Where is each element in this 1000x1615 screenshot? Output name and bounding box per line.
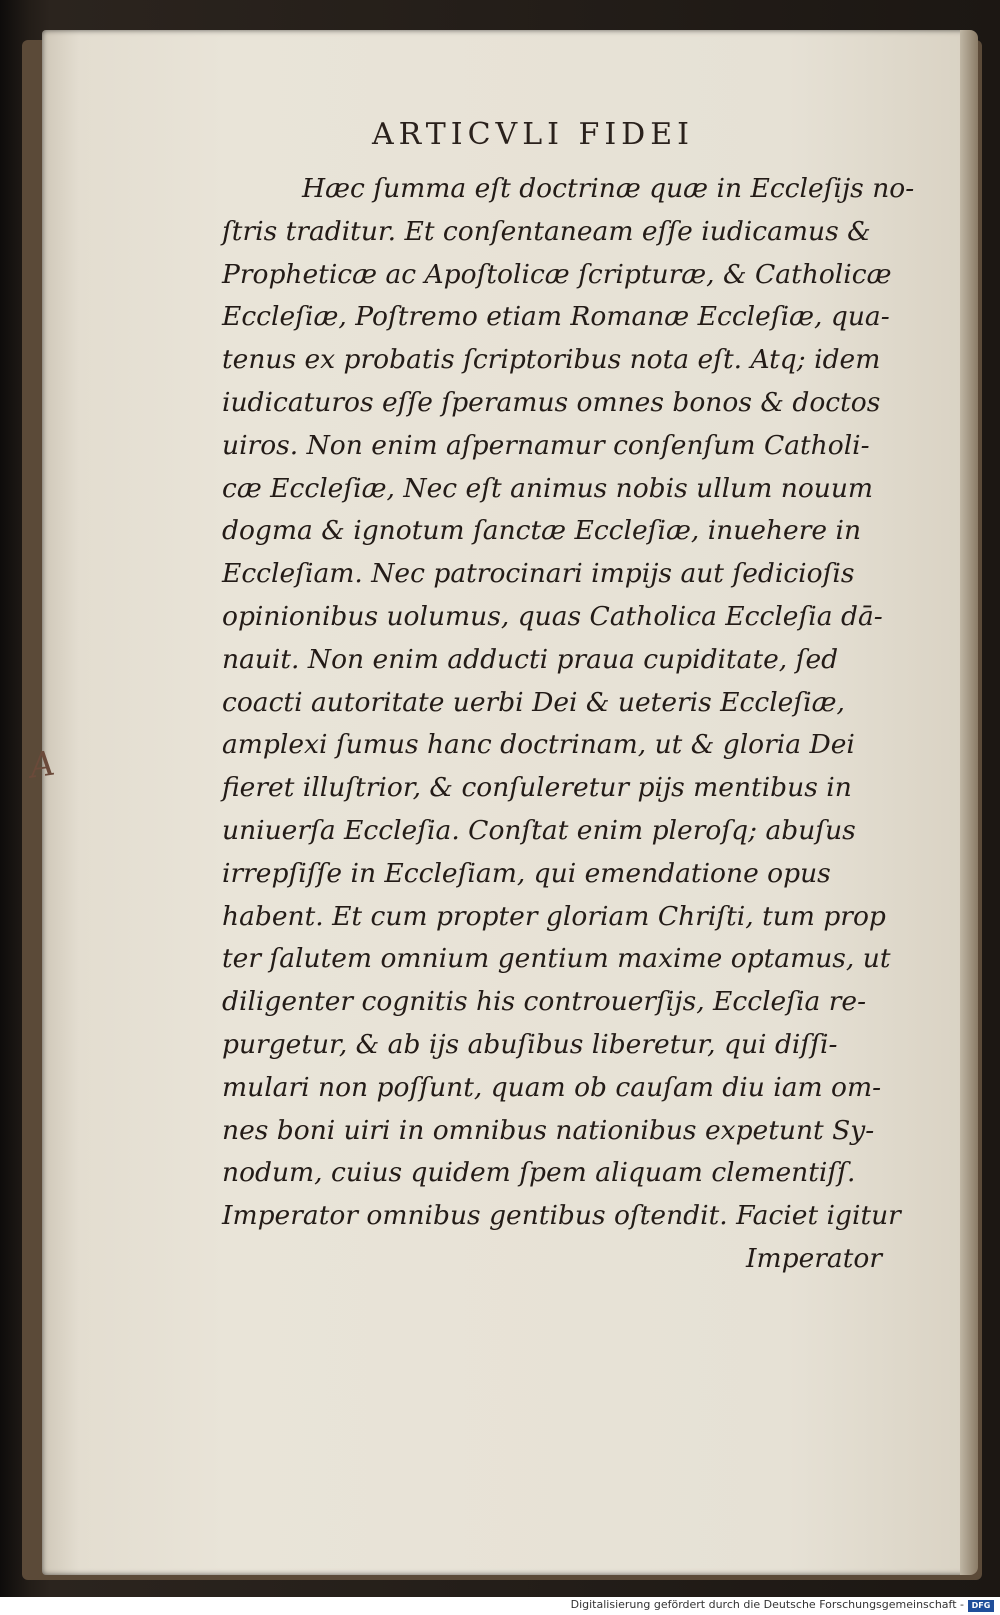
running-heading: ARTICVLI FIDEI bbox=[372, 117, 694, 152]
text-line: opinionibus uolumus, quas Catholica Eccleſia dā- bbox=[222, 600, 883, 632]
text-line: fieret illuſtrior, & conſuleretur pijs mentibus in bbox=[222, 772, 852, 804]
text-line: coacti autoritate uerbi Dei & ueteris Eccleſiæ, bbox=[222, 686, 845, 718]
text-line: dogma & ignotum ſanctæ Eccleſiæ, inuehere in bbox=[222, 515, 862, 547]
text-line: uiros. Non enim aſpernamur conſenſum Catholi- bbox=[222, 429, 870, 461]
text-line: purgetur, & ab ijs abuſibus liberetur, qui diſſi- bbox=[222, 1028, 838, 1060]
text-line: Eccleſiam. Nec patrocinari impijs aut ſedicioſis bbox=[222, 558, 855, 590]
dfg-credit: Digitalisierung gefördert durch die Deutsche Forschungsgemeinschaft - bbox=[570, 1598, 964, 1611]
margin-annotation: A bbox=[27, 743, 58, 787]
text-line: ter ſalutem omnium gentium maxime optamus, ut bbox=[222, 943, 891, 975]
text-line: Hæc ſumma eſt doctrinæ quæ in Eccleſijs no- bbox=[302, 173, 915, 204]
text-line: nauit. Non enim adducti praua cupiditate, ſed bbox=[222, 643, 839, 675]
body-text bbox=[222, 168, 922, 1281]
text-line: uniuerſa Eccleſia. Conſtat enim pleroſq; abuſus bbox=[222, 814, 856, 846]
text-line: nodum, cuius quidem ſpem aliquam clementiſſ. bbox=[222, 1157, 856, 1189]
text-line: Propheticæ ac Apoſtolicæ ſcripturæ, & Catholicæ bbox=[222, 258, 892, 290]
text-line: tenus ex probatis ſcriptoribus nota eſt. Atq; idem bbox=[222, 344, 881, 376]
text-line: habent. Et cum propter gloriam Chriſti, tum prop bbox=[222, 900, 886, 932]
text-line: ſtris traditur. Et conſentaneam eſſe iudicamus & bbox=[222, 215, 871, 247]
text-line: diligenter cognitis his controuerſijs, Eccleſia re- bbox=[222, 986, 867, 1018]
text-line: Eccleſiæ, Poſtremo etiam Romanæ Eccleſiæ, qua- bbox=[222, 301, 890, 333]
dfg-logo-icon: DFG bbox=[968, 1600, 994, 1612]
text-line: cæ Eccleſiæ, Nec eſt animus nobis ullum nouum bbox=[222, 472, 874, 504]
text-line: amplexi ſumus hanc doctrinam, ut & gloria Dei bbox=[222, 729, 855, 761]
text-line: mulari non poſſunt, quam ob cauſam diu iam om- bbox=[222, 1071, 882, 1103]
text-line: Imperator omnibus gentibus oſtendit. Faciet igitur bbox=[222, 1200, 901, 1232]
page-edge-shadow bbox=[960, 30, 978, 1575]
text-line: iudicaturos eſſe ſperamus omnes bonos & doctos bbox=[222, 386, 881, 418]
catchword: Imperator bbox=[746, 1242, 882, 1274]
text-line: nes boni uiri in omnibus nationibus expetunt Sy- bbox=[222, 1114, 875, 1146]
text-line: irrepſiſſe in Eccleſiam, qui emendatione opus bbox=[222, 857, 831, 889]
